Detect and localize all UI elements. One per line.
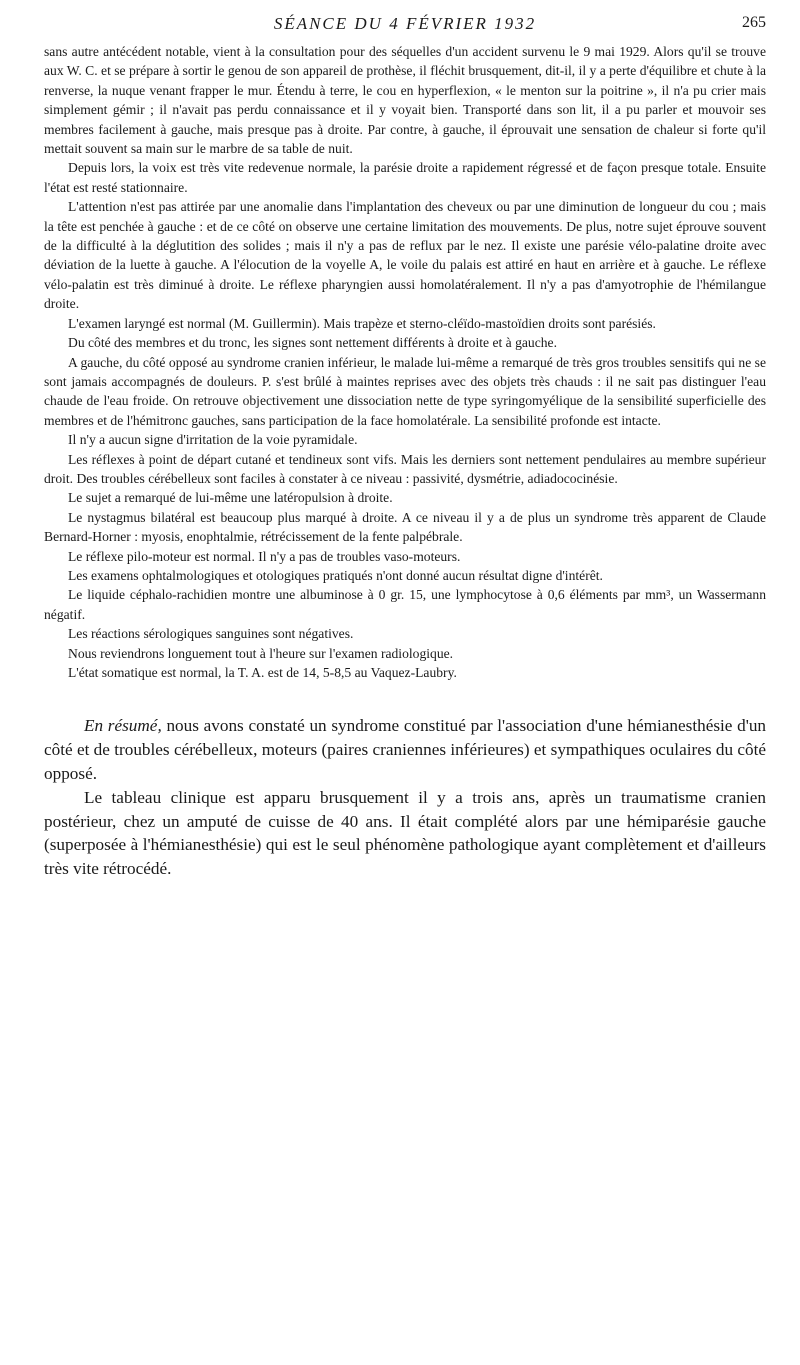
paragraph: L'examen laryngé est normal (M. Guillermin). Mais trapèze et sterno-cléïdo-mastoïdien droits sont parésiés. — [68, 315, 656, 331]
page-number: 265 — [742, 14, 766, 31]
paragraph: Il n'y a aucun signe d'irritation de la voie pyramidale. — [68, 432, 358, 448]
paragraph: Du côté des membres et du tronc, les signes sont nettement différents à droite et à gauche. — [68, 335, 557, 351]
paragraph: L'état somatique est normal, la T. A. est de 14, 5-8,5 au Vaquez-Laubry. — [68, 665, 457, 680]
summary-text: nous avons constaté un syndrome constitué par l'association d'une hémianesthésie d'un côté et de troubles cérébelleux, moteurs (paires craniennes inférieures) et sympathiques oculaires du côté opposé. — [44, 716, 767, 783]
running-title: SÉANCE DU 4 FÉVRIER 1932 — [273, 14, 537, 33]
paragraph: L'attention n'est pas attirée par une anomalie dans l'implantation des cheveux ou par une diminution de longueur du cou ; mais la tête est penchée à gauche : et de ce côté on observe une certaine limitation des mouvements. De plus, notre sujet éprouve souvent de la difficulté à la déglutition des solides ; mais il n'y a pas de reflux par le nez. Il existe une parésie vélo-palatine droite avec déviation de la luette à gauche. A l'élocution de la voyelle A, le voile du palais est attiré en haut en arrière et à gauche. Le réflexe vélo-palatin est très diminué à droite. Le réflexe pharyngien aussi homolatéralement. Il n'y a pas d'amyotrophie de l'hémilangue droite. — [44, 199, 766, 312]
running-header — [44, 8, 766, 42]
summary-paragraph — [44, 714, 766, 785]
paragraph: sans autre antécédent notable, vient à la consultation pour des séquelles d'un accident survenu le 9 mai 1929. Alors qu'il se trouve aux W. C. et se prépare à sortir le genou de son appareil de prothèse, il fléchit brusquement, dit-il, il y a perte d'équilibre et chute à la renverse, la nuque venant frapper le mur. Étendu à terre, le cou en hyperflexion, « le menton sur la poitrine », il n'a pu crier mais simplement gémir ; il n'avait pas perdu connaissance et il y voyait bien. Transporté dans son lit, il a pu parler et mouvoir ses membres facilement à gauche, mais presque pas à droite. Par contre, à gauche, il éprouvait une sensation de chaleur si forte qu'il mettait souvent sa main sur le marbre de sa table de nuit. — [44, 44, 766, 157]
paragraph: Nous reviendrons longuement tout à l'heure sur l'examen radiologique. — [68, 645, 454, 661]
paragraph: Depuis lors, la voix est très vite redevenue normale, la parésie droite a rapidement régressé et de façon presque totale. Ensuite l'état est resté stationnaire. — [44, 160, 766, 195]
paragraph: Le nystagmus bilatéral est beaucoup plus marqué à droite. A ce niveau il y a de plus un syndrome très apparent de Claude Bernard-Horner : myosis, enophtalmie, rétrécissement de la fente palpébrale. — [44, 509, 766, 545]
case-report-body — [44, 42, 766, 682]
paragraph: Les réflexes à point de départ cutané et tendineux sont vifs. Mais les derniers sont nettement pendulaires au membre supérieur droit. Des troubles cérébelleux sont faciles à constater à ce niveau : passivité, dysmétrie, adiadococinésie. — [44, 451, 766, 486]
summary-paragraph: Le tableau clinique est apparu brusquement il y a trois ans, après un traumatisme cranien postérieur, chez un amputé de cuisse de 40 ans. Il était complété alors par une hémiparésie gauche (superposée à l'hémianesthésie) qui est le seul phénomène pathologique ayant complètement et d'ailleurs très vite rétrocédé. — [44, 787, 766, 879]
paragraph: Le réflexe pilo-moteur est normal. Il n'y a pas de troubles vaso-moteurs. — [68, 548, 461, 564]
paragraph: Le liquide céphalo-rachidien montre une albuminose à 0 gr. 15, une lymphocytose à 0,6 éléments par mm³, un Wassermann négatif. — [44, 587, 766, 622]
summary-lead: En résumé, — [84, 716, 162, 736]
paragraph: Les réactions sérologiques sanguines sont négatives. — [68, 626, 354, 642]
paragraph: Les examens ophtalmologiques et otologiques pratiqués n'ont donné aucun résultat digne d'intérêt. — [68, 567, 603, 583]
summary-section — [44, 714, 766, 881]
paragraph: Le sujet a remarqué de lui-même une latéropulsion à droite. — [68, 490, 393, 506]
paragraph: A gauche, du côté opposé au syndrome cranien inférieur, le malade lui-même a remarqué de très gros troubles sensitifs qui ne se sont jamais accompagnés de douleurs. P. s'est brûlé à maintes reprises avec des objets très chauds : il ne sait pas distinguer l'eau chaude de l'eau froide. On retrouve objectivement une dissociation nette de type syringomyélique de la sensibilité superficielle des membres et de l'hémitronc gauches, sans participation de la face homolatérale. La sensibilité profonde est intacte. — [44, 354, 766, 428]
